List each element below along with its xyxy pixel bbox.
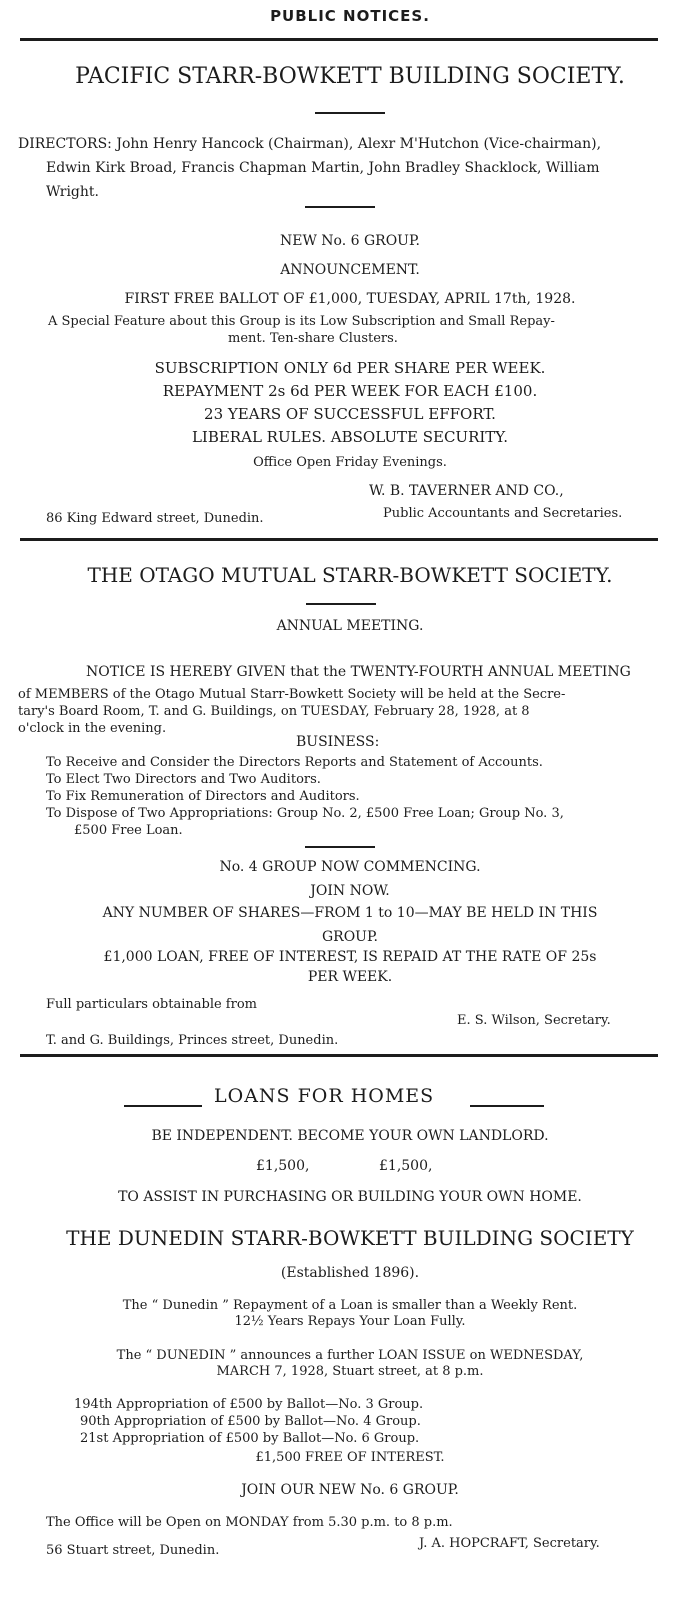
otago-notice-line: NOTICE IS HEREBY GIVEN that the TWENTY-FOURTH ANNUAL MEETING [86,664,631,680]
dunedin-amount: £1,500, [256,1158,310,1174]
otago-business-item: £500 Free Loan. [74,823,183,838]
dunedin-office: The Office will be Open on MONDAY from 5.30 p.m. to 8 p.m. [46,1515,453,1530]
pacific-feature-line: A Special Feature about this Group is its Low Subscription and Small Repay- [48,314,555,329]
otago-meeting: ANNUAL MEETING. [276,618,424,634]
dunedin-loans-heading: LOANS FOR HOMES [214,1085,435,1107]
section-rule [20,538,658,541]
dunedin-appropriation: 21st Appropriation of £500 by Ballot—No. 6 Group. [80,1431,420,1446]
heading-dash [470,1105,544,1107]
otago-business-item: To Dispose of Two Appropriations: Group No. 2, £500 Free Loan; Group No. 3, [46,806,564,821]
dunedin-address: 56 Stuart street, Dunedin. [46,1543,220,1558]
pacific-years: 23 YEARS OF SUCCESSFUL EFFORT. [204,405,496,423]
dunedin-appropriation: 90th Appropriation of £500 by Ballot—No. 4 Group. [80,1414,421,1429]
pacific-announcement: ANNOUNCEMENT. [280,262,420,278]
pacific-address: 86 King Edward street, Dunedin. [46,511,264,526]
dunedin-issue-line: MARCH 7, 1928, Stuart street, at 8 p.m. [216,1364,484,1379]
dunedin-repayment-line: The “ Dunedin ” Repayment of a Loan is smaller than a Weekly Rent. [122,1298,578,1313]
otago-shares-line: GROUP. [321,929,379,945]
otago-loan-line: PER WEEK. [307,969,393,985]
dunedin-amount: £1,500, [379,1158,433,1174]
pacific-agent-role: Public Accountants and Secretaries. [383,506,623,521]
pacific-subscription: SUBSCRIPTION ONLY 6d PER SHARE PER WEEK. [154,359,546,377]
dunedin-title: THE DUNEDIN STARR-BOWKETT BUILDING SOCIETY [66,1226,634,1250]
dunedin-assist: TO ASSIST IN PURCHASING OR BUILDING YOUR OWN HOME. [118,1189,582,1205]
pacific-group: NEW No. 6 GROUP. [279,233,421,249]
otago-join: JOIN NOW. [310,883,390,899]
otago-group: No. 4 GROUP NOW COMMENCING. [219,859,481,875]
otago-secretary: E. S. Wilson, Secretary. [457,1013,611,1028]
dunedin-repayment-line: 12½ Years Repays Your Loan Fully. [234,1314,466,1329]
divider [305,846,375,848]
divider [315,112,385,114]
otago-notice-line: of MEMBERS of the Otago Mutual Starr-Bowkett Society will be held at the Secre- [18,687,566,702]
otago-particulars: Full particulars obtainable from [46,997,257,1012]
divider [305,206,375,208]
otago-notice-line: tary's Board Room, T. and G. Buildings, on TUESDAY, February 28, 1928, at 8 [18,704,530,719]
section-rule [20,1054,658,1057]
pacific-directors-line: Edwin Kirk Broad, Francis Chapman Martin, John Bradley Shacklock, William [46,160,600,176]
dunedin-free: £1,500 FREE OF INTEREST. [255,1450,445,1465]
otago-business-item: To Fix Remuneration of Directors and Auditors. [46,789,360,804]
otago-business: BUSINESS: [296,734,380,750]
dunedin-issue-line: The “ DUNEDIN ” announces a further LOAN ISSUE on WEDNESDAY, [116,1348,584,1363]
dunedin-appropriation: 194th Appropriation of £500 by Ballot—No. 3 Group. [74,1397,424,1412]
pacific-repayment: REPAYMENT 2s 6d PER WEEK FOR EACH £100. [162,382,538,400]
pacific-directors-line: DIRECTORS: John Henry Hancock (Chairman), Alexr M'Hutchon (Vice-chairman), [18,136,602,152]
dunedin-established: (Established 1896). [280,1265,420,1281]
otago-notice-line: o'clock in the evening. [18,721,167,736]
otago-address: T. and G. Buildings, Princes street, Dunedin. [46,1033,339,1048]
pacific-title: PACIFIC STARR-BOWKETT BUILDING SOCIETY. [75,64,625,89]
dunedin-join: JOIN OUR NEW No. 6 GROUP. [241,1482,459,1498]
otago-business-item: To Receive and Consider the Directors Reports and Statement of Accounts. [46,755,543,770]
header-rule [20,38,658,41]
otago-shares-line: ANY NUMBER OF SHARES—FROM 1 to 10—MAY BE HELD IN THIS [102,905,598,921]
pacific-office: Office Open Friday Evenings. [253,455,447,470]
heading-dash [124,1105,202,1107]
divider [306,603,376,605]
otago-title: THE OTAGO MUTUAL STARR-BOWKETT SOCIETY. [87,563,613,587]
otago-loan-line: £1,000 LOAN, FREE OF INTEREST, IS REPAID AT THE RATE OF 25s [103,949,597,965]
dunedin-independent: BE INDEPENDENT. BECOME YOUR OWN LANDLORD. [151,1128,549,1144]
pacific-feature-line: ment. Ten-share Clusters. [228,331,398,346]
dunedin-secretary: J. A. HOPCRAFT, Secretary. [419,1536,600,1551]
page-header: PUBLIC NOTICES. [270,7,430,25]
pacific-ballot: FIRST FREE BALLOT OF £1,000, TUESDAY, APRIL 17th, 1928. [124,291,576,307]
otago-business-item: To Elect Two Directors and Two Auditors. [46,772,321,787]
pacific-agent: W. B. TAVERNER AND CO., [369,483,564,499]
pacific-rules: LIBERAL RULES. ABSOLUTE SECURITY. [191,428,509,446]
pacific-directors-line: Wright. [46,184,99,200]
